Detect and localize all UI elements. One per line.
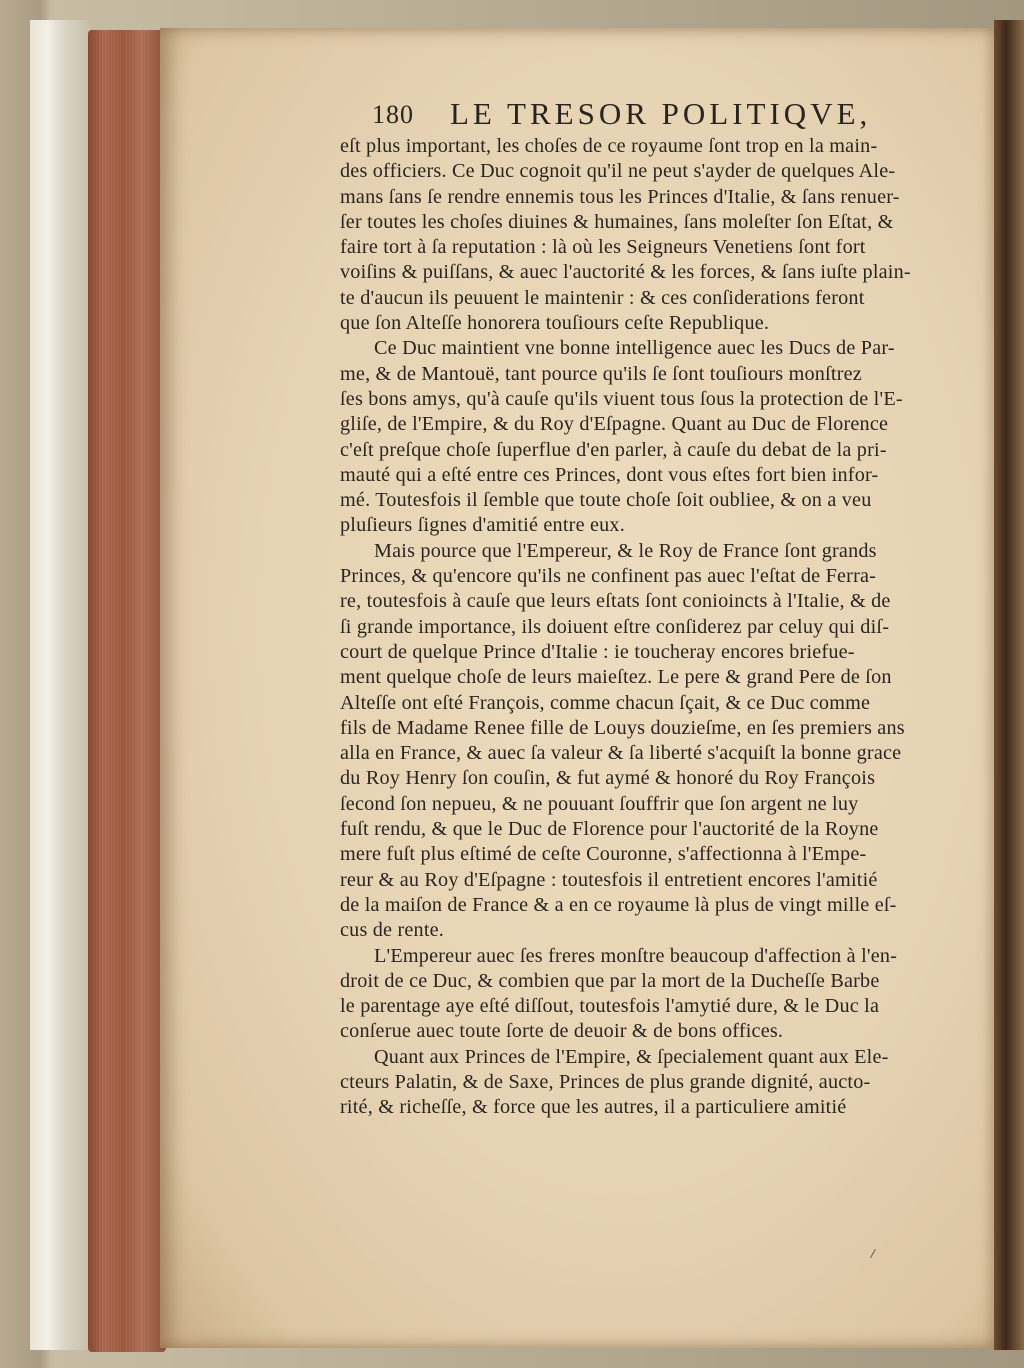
text-line: fils de Madame Renee fille de Louys douzieſme, en ſes premiers ans	[340, 716, 905, 739]
text-line: que ſon Alteſſe honorera touſiours ceſte Republique.	[340, 312, 770, 335]
text-line: reur & au Roy d'Eſpagne : toutesfois il entretient encores l'amitié	[340, 868, 878, 891]
text-line: le parentage aye eſté diſſout, toutesfois l'amytié dure, & le Duc la	[340, 995, 880, 1018]
text-line: Princes, & qu'encore qu'ils ne confinent pas auec l'eſtat de Ferra-	[340, 565, 877, 588]
text-line: gliſe, de l'Empire, & du Roy d'Eſpagne. Quant au Duc de Florence	[340, 413, 889, 436]
text-line: Quant aux Princes de l'Empire, & ſpecialement quant aux Ele-	[374, 1045, 889, 1068]
text-line: L'Empereur auec ſes freres monſtre beaucoup d'affection à l'en-	[374, 944, 898, 967]
text-line: court de quelque Prince d'Italie : ie toucheray encores briefue-	[340, 640, 855, 663]
text-line: ment quelque choſe de leurs maieſtez. Le pere & grand Pere de ſon	[340, 666, 892, 689]
text-line: pluſieurs ſignes d'amitié entre eux.	[340, 514, 625, 537]
text-line: ſer toutes les choſes diuines & humaines, ſans moleſter ſon Eſtat, &	[340, 210, 894, 233]
text-line: ſi grande importance, ils doiuent eſtre conſiderez par celuy qui diſ-	[340, 615, 890, 638]
text-line: Mais pource que l'Empereur, & le Roy de France ſont grands	[374, 539, 877, 562]
text-line: mere fuſt plus eſtimé de ceſte Couronne, s'affectionna à l'Empe-	[340, 843, 867, 866]
body-text	[340, 134, 980, 1121]
text-line: des officiers. Ce Duc cognoit qu'il ne peut s'ayder de quelques Ale-	[340, 160, 896, 183]
running-head	[372, 96, 932, 136]
page-stack-edge	[30, 20, 90, 1350]
text-line: re, toutesfois à cauſe que leurs eſtats ſont conioincts à l'Italie, & de	[340, 590, 891, 613]
text-line: mans ſans ſe rendre ennemis tous les Princes d'Italie, & ſans renuer-	[340, 185, 900, 208]
text-line: faire tort à ſa reputation : là où les Seigneurs Venetiens ſont fort	[340, 236, 866, 259]
text-line: mé. Toutesfois il ſemble que toute choſe ſoit oubliee, & on a veu	[340, 489, 872, 512]
text-line: Alteſſe ont eſté François, comme chacun ſçait, & ce Duc comme	[340, 691, 871, 714]
page-number: 180	[372, 100, 414, 129]
text-line: de la maiſon de France & a en ce royaume là plus de vingt mille eſ-	[340, 893, 897, 916]
text-line: conſerue auec toute ſorte de deuoir & de bons offices.	[340, 1020, 784, 1043]
text-line: droit de ce Duc, & combien que par la mort de la Ducheſſe Barbe	[340, 969, 880, 992]
text-line: Ce Duc maintient vne bonne intelligence auec les Ducs de Par-	[374, 337, 895, 360]
text-line: fuſt rendu, & que le Duc de Florence pour l'auctorité de la Royne	[340, 818, 879, 841]
text-line: mauté qui a eſté entre ces Princes, dont vous eſtes fort bien infor-	[340, 463, 879, 486]
text-line: du Roy Henry ſon couſin, & fut aymé & honoré du Roy François	[340, 767, 876, 790]
text-line: ſecond ſon nepueu, & ne pouuant ſouffrir que ſon argent ne luy	[340, 792, 859, 815]
text-line: cteurs Palatin, & de Saxe, Princes de plus grande dignité, aucto-	[340, 1070, 871, 1093]
text-line: rité, & richeſſe, & force que les autres, il a particuliere amitié	[340, 1096, 847, 1119]
text-line: me, & de Mantouë, tant pource qu'ils ſe ſont touſiours monſtrez	[340, 362, 862, 385]
text-line: te d'aucun ils peuuent le maintenir : & ces conſiderations feront	[340, 286, 865, 309]
running-title: LE TRESOR POLITIQVE,	[450, 96, 872, 131]
text-line: c'eſt preſque choſe ſuperflue d'en parler, à cauſe du debat de la pri-	[340, 438, 887, 461]
text-line: ſes bons amys, qu'à cauſe qu'ils viuent tous ſous la protection de l'E-	[340, 387, 903, 410]
book-gutter	[994, 20, 1024, 1350]
text-line: voiſins & puiſſans, & auec l'auctorité & les forces, & ſans iuſte plain-	[340, 261, 911, 284]
text-line: eſt plus important, les choſes de ce royaume ſont trop en la main-	[340, 135, 878, 157]
text-line: cus de rente.	[340, 919, 445, 942]
book-fore-edge	[88, 30, 166, 1352]
text-line: alla en France, & auec ſa valeur & ſa liberté s'acquiſt la bonne grace	[340, 742, 902, 765]
